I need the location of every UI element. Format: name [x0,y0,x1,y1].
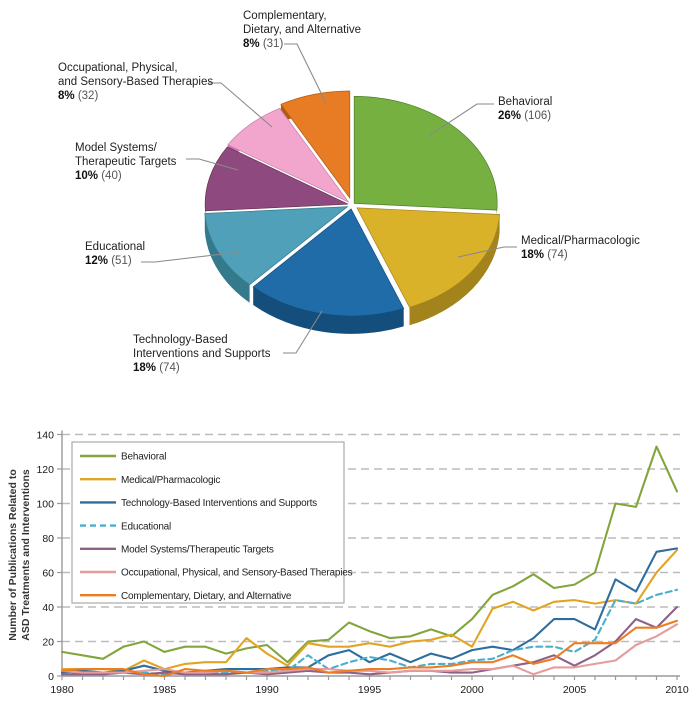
x-tick-label: 1985 [152,684,177,696]
pie-label-text: Behavioral [498,96,553,108]
x-axis-ticks [50,676,689,696]
y-axis-title [7,469,32,641]
x-tick-label: 2000 [460,684,484,696]
y-axis-title-line: Number of Publications Related to [7,469,19,641]
x-tick-label: 1980 [50,684,74,696]
pie-label-text: Therapeutic Targets [75,156,177,168]
pie-label-5 [58,62,213,102]
pie-label-value: 18% (74) [521,249,568,261]
y-tick-label: 0 [48,670,54,683]
legend [72,442,353,603]
x-tick-label: 1990 [255,684,279,696]
pie-label-value: 10% (40) [75,170,122,182]
legend-label: Educational [121,521,172,533]
pie-label-value: 8% (32) [58,90,99,102]
pie-label-text: Technology-Based [133,334,228,346]
pie-label-value: 26% (106) [498,110,552,122]
y-tick-label: 100 [36,498,54,511]
pie-label-value: 8% (31) [243,38,284,50]
legend-label: Model Systems/Therapeutic Targets [121,544,274,556]
pie-label-text: Dietary, and Alternative [243,24,362,36]
pie-label-text: Complementary, [243,10,327,22]
pie-label-text: and Sensory-Based Therapies [58,76,214,88]
legend-item-5 [80,568,353,579]
y-tick-label: 40 [42,601,54,614]
x-tick-label: 2010 [665,684,689,696]
pie-label-value: 18% (74) [133,362,180,374]
legend-label: Behavioral [121,451,167,463]
y-tick-label: 20 [42,636,54,649]
legend-label: Technology-Based Interventions and Supports [121,498,317,510]
pie-label-text: Medical/Pharmacologic [521,235,640,247]
pie-label-value: 12% (51) [85,255,132,267]
y-axis-title-line: ASD Treatments and Interventions [20,469,32,641]
pie-label-text: Model Systems/ [75,142,157,154]
legend-label: Complementary, Dietary, and Alternative [121,590,292,602]
pie-label-3 [85,241,145,267]
y-tick-label: 80 [42,532,54,545]
y-axis-ticks [36,429,62,683]
pie-label-6 [243,10,361,50]
pie-label-1 [521,235,640,261]
pie-label-text: Educational [85,241,146,253]
pie-label-text: Interventions and Supports [133,348,271,360]
legend-label: Occupational, Physical, and Sensory-Based Therapies [121,567,353,579]
x-tick-label: 2005 [562,684,587,696]
y-tick-label: 60 [42,567,54,580]
pie-label-4 [75,142,177,182]
x-tick-label: 1995 [357,684,382,696]
line-chart [0,405,700,710]
pie-slice-0 [354,96,497,210]
pie-label-2 [133,334,271,374]
pie-label-text: Occupational, Physical, [58,62,178,74]
pie-label-0 [498,96,552,122]
y-tick-label: 120 [36,463,54,476]
y-tick-label: 140 [36,429,54,442]
legend-label: Medical/Pharmacologic [121,474,221,486]
